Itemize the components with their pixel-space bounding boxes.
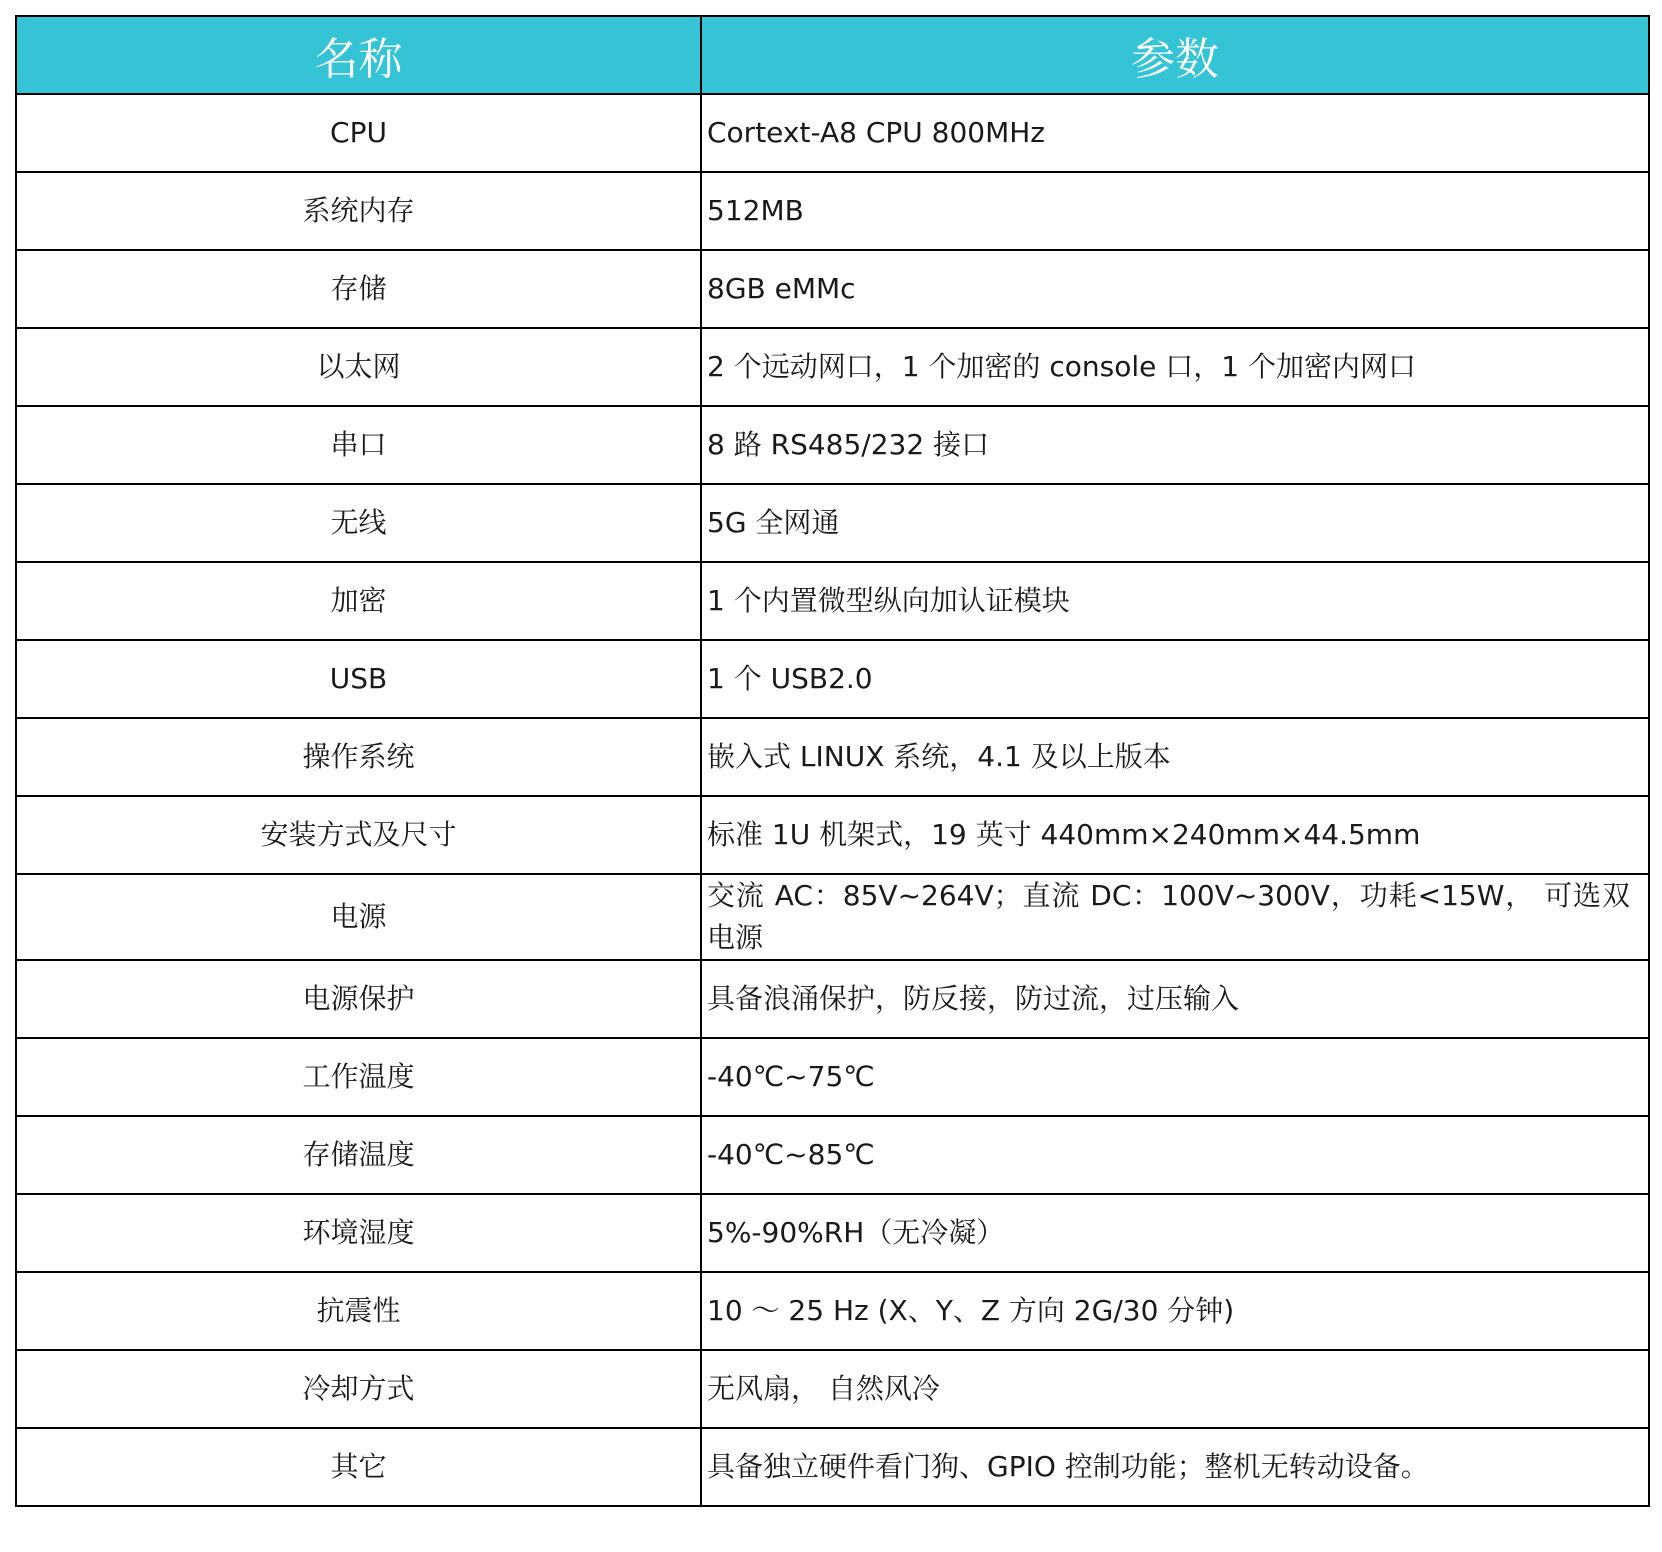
table-row [16,406,1649,484]
spec-value: 10 ～ 25 Hz (X、Y、Z 方向 2G/30 分钟) [701,1272,1649,1350]
table-row [16,94,1649,172]
table-row [16,562,1649,640]
table-row [16,1194,1649,1272]
spec-value: 1 个内置微型纵向加认证模块 [701,562,1649,640]
spec-value: 5G 全网通 [701,484,1649,562]
spec-value: 标准 1U 机架式，19 英寸 440mm×240mm×44.5mm [701,796,1649,874]
header-row [16,16,1649,94]
spec-value: 无风扇， 自然风冷 [701,1350,1649,1428]
table-row [16,796,1649,874]
spec-name: 加密 [16,562,701,640]
table-row [16,1038,1649,1116]
spec-value: 8 路 RS485/232 接口 [701,406,1649,484]
spec-name: 安装方式及尺寸 [16,796,701,874]
table-row [16,1350,1649,1428]
spec-name: 其它 [16,1428,701,1506]
spec-name: 工作温度 [16,1038,701,1116]
header-value: 参数 [701,16,1649,94]
spec-name: 操作系统 [16,718,701,796]
spec-value: 交流 AC：85V~264V；直流 DC：100V~300V，功耗<15W， 可选双电源 [701,874,1649,960]
table-row [16,172,1649,250]
spec-name: USB [16,640,701,718]
spec-value: 2 个远动网口，1 个加密的 console 口，1 个加密内网口 [701,328,1649,406]
table-row [16,640,1649,718]
spec-value: Cortext-A8 CPU 800MHz [701,94,1649,172]
table-row [16,1428,1649,1506]
spec-name: 无线 [16,484,701,562]
spec-name: 电源 [16,874,701,960]
table-row [16,328,1649,406]
table-row [16,960,1649,1038]
table-row [16,1116,1649,1194]
spec-value: 具备独立硬件看门狗、GPIO 控制功能；整机无转动设备。 [701,1428,1649,1506]
spec-value: 1 个 USB2.0 [701,640,1649,718]
spec-name: 环境湿度 [16,1194,701,1272]
spec-value: 8GB eMMc [701,250,1649,328]
spec-name: 存储 [16,250,701,328]
table-row [16,484,1649,562]
spec-name: 系统内存 [16,172,701,250]
spec-name: 串口 [16,406,701,484]
spec-value: -40℃~85℃ [701,1116,1649,1194]
spec-table [15,15,1650,1507]
spec-value: 嵌入式 LINUX 系统，4.1 及以上版本 [701,718,1649,796]
table-row [16,718,1649,796]
spec-value: 具备浪涌保护，防反接，防过流，过压输入 [701,960,1649,1038]
spec-name: 存储温度 [16,1116,701,1194]
spec-value: 512MB [701,172,1649,250]
table-header [16,16,1649,94]
table-row [16,874,1649,960]
table-row [16,1272,1649,1350]
spec-name: 冷却方式 [16,1350,701,1428]
spec-name: 以太网 [16,328,701,406]
spec-name: 电源保护 [16,960,701,1038]
spec-name: 抗震性 [16,1272,701,1350]
table-row [16,250,1649,328]
table-body [16,94,1649,1506]
header-name: 名称 [16,16,701,94]
spec-value: -40℃~75℃ [701,1038,1649,1116]
spec-name: CPU [16,94,701,172]
spec-value: 5%-90%RH（无冷凝） [701,1194,1649,1272]
